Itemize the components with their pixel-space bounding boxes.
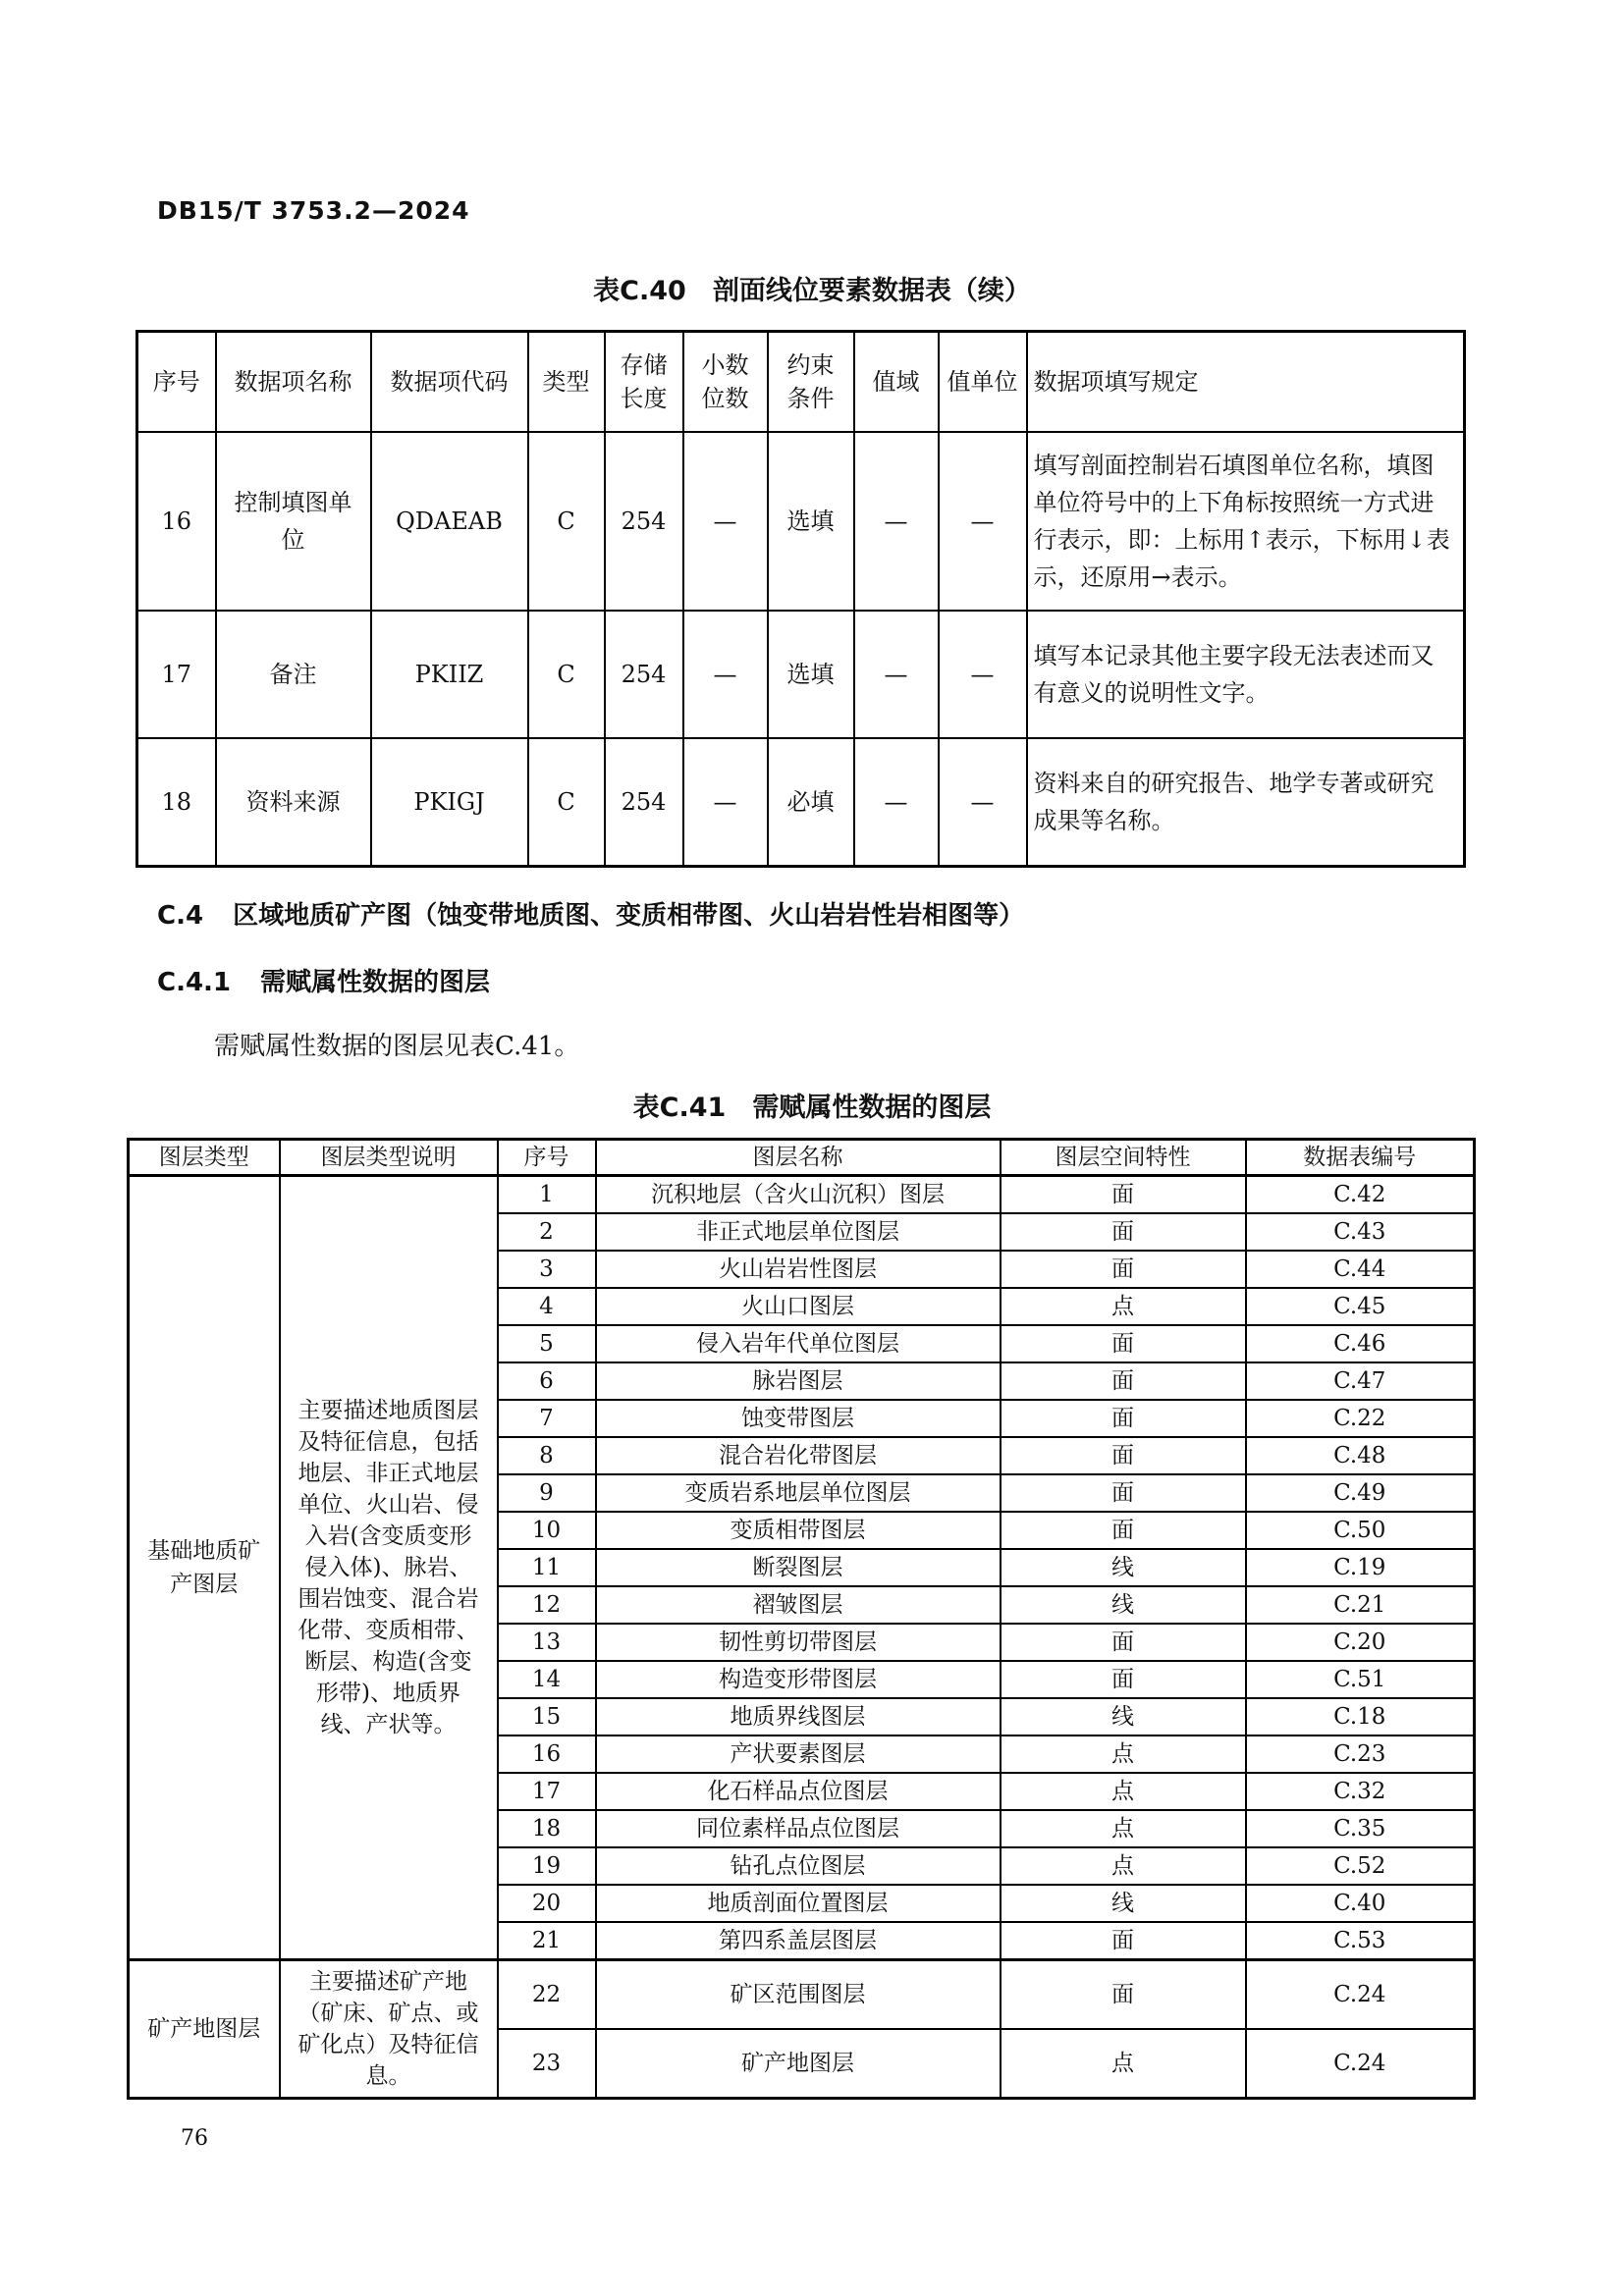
cell-seq: 4 [498, 1288, 596, 1325]
cell-table-no: C.20 [1246, 1624, 1475, 1661]
cell-spatial: 面 [1001, 1474, 1246, 1512]
cell-table-no: C.53 [1246, 1922, 1475, 1960]
cell-spatial: 线 [1001, 1549, 1246, 1586]
cell-spatial: 线 [1001, 1698, 1246, 1735]
layer-type-cell: 矿产地图层 [129, 1960, 280, 2099]
cell-table-no: C.49 [1246, 1474, 1475, 1512]
cell-spatial: 面 [1001, 1624, 1246, 1661]
cell-constraint: 必填 [768, 738, 854, 866]
col-header: 序号 [498, 1140, 596, 1176]
cell-spatial: 点 [1001, 2029, 1246, 2099]
cell-decimals: — [683, 738, 768, 866]
cell-table-no: C.45 [1246, 1288, 1475, 1325]
cell-seq: 16 [137, 432, 216, 611]
cell-seq: 21 [498, 1922, 596, 1960]
cell-seq: 3 [498, 1251, 596, 1288]
cell-table-no: C.24 [1246, 2029, 1475, 2099]
cell-seq: 18 [137, 738, 216, 866]
cell-name: 备注 [216, 611, 371, 738]
cell-seq: 8 [498, 1437, 596, 1474]
cell-seq: 22 [498, 1960, 596, 2030]
section-title: 区域地质矿产图（蚀变带地质图、变质相带图、火山岩岩性岩相图等） [233, 901, 1025, 931]
cell-spatial: 面 [1001, 1661, 1246, 1698]
cell-spatial: 面 [1001, 1213, 1246, 1251]
cell-table-no: C.50 [1246, 1512, 1475, 1549]
cell-table-no: C.47 [1246, 1362, 1475, 1400]
cell-constraint: 选填 [768, 432, 854, 611]
table-c40-header-row [137, 332, 1465, 433]
cell-layer-name: 第四系盖层图层 [596, 1922, 1001, 1960]
cell-seq: 2 [498, 1213, 596, 1251]
section-title: 需赋属性数据的图层 [260, 968, 491, 997]
cell-spatial: 点 [1001, 1810, 1246, 1847]
cell-seq: 13 [498, 1624, 596, 1661]
cell-rule: 填写剖面控制岩石填图单位名称，填图单位符号中的上下角标按照统一方式进行表示，即：上标用↑表示，下标用↓表示，还原用→表示。 [1027, 432, 1465, 611]
cell-layer-name: 韧性剪切带图层 [596, 1624, 1001, 1661]
col-header: 值域 [854, 332, 939, 433]
cell-layer-name: 地质界线图层 [596, 1698, 1001, 1735]
col-header: 数据项填写规定 [1027, 332, 1465, 433]
table-c40-caption: 表C.40 剖面线位要素数据表（续） [593, 276, 1031, 306]
table-row [129, 1176, 1475, 1214]
table-row [137, 611, 1465, 738]
col-header: 数据项名称 [216, 332, 371, 433]
cell-length: 254 [605, 738, 683, 866]
cell-layer-name: 非正式地层单位图层 [596, 1213, 1001, 1251]
cell-seq: 10 [498, 1512, 596, 1549]
cell-decimals: — [683, 611, 768, 738]
body-paragraph: 需赋属性数据的图层见表C.41。 [214, 1032, 580, 1061]
cell-name: 资料来源 [216, 738, 371, 866]
cell-seq: 15 [498, 1698, 596, 1735]
table-c40 [135, 330, 1466, 868]
cell-spatial: 面 [1001, 1251, 1246, 1288]
cell-seq: 9 [498, 1474, 596, 1512]
col-header: 数据项代码 [371, 332, 528, 433]
cell-seq: 7 [498, 1400, 596, 1437]
cell-table-no: C.42 [1246, 1176, 1475, 1214]
cell-seq: 1 [498, 1176, 596, 1214]
col-header: 数据表编号 [1246, 1140, 1475, 1176]
cell-layer-name: 褶皱图层 [596, 1586, 1001, 1624]
cell-table-no: C.19 [1246, 1549, 1475, 1586]
cell-layer-name: 沉积地层（含火山沉积）图层 [596, 1176, 1001, 1214]
section-heading-c4 [157, 895, 1024, 932]
cell-layer-name: 断裂图层 [596, 1549, 1001, 1586]
cell-layer-name: 产状要素图层 [596, 1735, 1001, 1773]
cell-rule: 填写本记录其他主要字段无法表述而又有意义的说明性文字。 [1027, 611, 1465, 738]
document-code: DB15/T 3753.2—2024 [157, 196, 470, 225]
cell-table-no: C.24 [1246, 1960, 1475, 2030]
cell-seq: 12 [498, 1586, 596, 1624]
cell-layer-name: 混合岩化带图层 [596, 1437, 1001, 1474]
cell-layer-name: 构造变形带图层 [596, 1661, 1001, 1698]
cell-layer-name: 同位素样品点位图层 [596, 1810, 1001, 1847]
cell-seq: 16 [498, 1735, 596, 1773]
cell-constraint: 选填 [768, 611, 854, 738]
cell-spatial: 面 [1001, 1362, 1246, 1400]
layer-type-description: 主要描述矿产地（矿床、矿点、或矿化点）及特征信息。 [280, 1960, 498, 2099]
col-header: 存储长度 [605, 332, 683, 433]
cell-spatial: 面 [1001, 1437, 1246, 1474]
cell-layer-name: 侵入岩年代单位图层 [596, 1325, 1001, 1362]
cell-table-no: C.35 [1246, 1810, 1475, 1847]
cell-layer-name: 化石样品点位图层 [596, 1773, 1001, 1810]
cell-unit: — [939, 611, 1027, 738]
cell-table-no: C.52 [1246, 1847, 1475, 1885]
table-c41-caption: 表C.41 需赋属性数据的图层 [632, 1093, 992, 1123]
cell-seq: 11 [498, 1549, 596, 1586]
cell-range: — [854, 611, 939, 738]
table-row [137, 738, 1465, 866]
cell-length: 254 [605, 432, 683, 611]
cell-table-no: C.40 [1246, 1885, 1475, 1922]
cell-seq: 17 [498, 1773, 596, 1810]
cell-spatial: 线 [1001, 1586, 1246, 1624]
col-header: 小数位数 [683, 332, 768, 433]
cell-table-no: C.23 [1246, 1735, 1475, 1773]
cell-table-no: C.32 [1246, 1773, 1475, 1810]
cell-type: C [528, 432, 605, 611]
cell-table-no: C.48 [1246, 1437, 1475, 1474]
cell-spatial: 点 [1001, 1288, 1246, 1325]
cell-table-no: C.51 [1246, 1661, 1475, 1698]
section-number: C.4 [157, 901, 204, 931]
cell-layer-name: 矿区范围图层 [596, 1960, 1001, 2030]
col-header: 类型 [528, 332, 605, 433]
cell-code: PKIGJ [371, 738, 528, 866]
cell-seq: 23 [498, 2029, 596, 2099]
table-c41-header-row [129, 1140, 1475, 1176]
cell-table-no: C.44 [1246, 1251, 1475, 1288]
cell-spatial: 点 [1001, 1735, 1246, 1773]
cell-seq: 6 [498, 1362, 596, 1400]
col-header: 图层类型说明 [280, 1140, 498, 1176]
cell-decimals: — [683, 432, 768, 611]
section-heading-c41 [157, 962, 490, 998]
cell-spatial: 面 [1001, 1176, 1246, 1214]
cell-layer-name: 钻孔点位图层 [596, 1847, 1001, 1885]
cell-layer-name: 矿产地图层 [596, 2029, 1001, 2099]
cell-range: — [854, 738, 939, 866]
cell-seq: 17 [137, 611, 216, 738]
cell-table-no: C.46 [1246, 1325, 1475, 1362]
cell-spatial: 点 [1001, 1773, 1246, 1810]
cell-layer-name: 火山口图层 [596, 1288, 1001, 1325]
table-row [129, 1960, 1475, 2030]
cell-seq: 14 [498, 1661, 596, 1698]
cell-layer-name: 变质岩系地层单位图层 [596, 1474, 1001, 1512]
col-header: 图层空间特性 [1001, 1140, 1246, 1176]
cell-range: — [854, 432, 939, 611]
col-header: 值单位 [939, 332, 1027, 433]
cell-spatial: 面 [1001, 1922, 1246, 1960]
cell-spatial: 点 [1001, 1847, 1246, 1885]
cell-layer-name: 蚀变带图层 [596, 1400, 1001, 1437]
cell-seq: 18 [498, 1810, 596, 1847]
cell-table-no: C.43 [1246, 1213, 1475, 1251]
cell-spatial: 线 [1001, 1885, 1246, 1922]
cell-spatial: 面 [1001, 1512, 1246, 1549]
cell-name: 控制填图单位 [216, 432, 371, 611]
col-header: 图层名称 [596, 1140, 1001, 1176]
cell-layer-name: 变质相带图层 [596, 1512, 1001, 1549]
cell-spatial: 面 [1001, 1400, 1246, 1437]
cell-type: C [528, 611, 605, 738]
cell-layer-name: 火山岩岩性图层 [596, 1251, 1001, 1288]
cell-seq: 19 [498, 1847, 596, 1885]
col-header: 图层类型 [129, 1140, 280, 1176]
cell-layer-name: 脉岩图层 [596, 1362, 1001, 1400]
cell-length: 254 [605, 611, 683, 738]
table-row [137, 432, 1465, 611]
page-number: 76 [181, 2126, 208, 2151]
col-header: 约束条件 [768, 332, 854, 433]
cell-unit: — [939, 738, 1027, 866]
cell-seq: 20 [498, 1885, 596, 1922]
cell-table-no: C.22 [1246, 1400, 1475, 1437]
cell-type: C [528, 738, 605, 866]
cell-unit: — [939, 432, 1027, 611]
section-number: C.4.1 [157, 968, 232, 997]
cell-rule: 资料来自的研究报告、地学专著或研究成果等名称。 [1027, 738, 1465, 866]
cell-code: PKIIZ [371, 611, 528, 738]
cell-spatial: 面 [1001, 1325, 1246, 1362]
layer-type-description: 主要描述地质图层及特征信息，包括地层、非正式地层单位、火山岩、侵入岩(含变质变形侵入体)、脉岩、围岩蚀变、混合岩化带、变质相带、断层、构造(含变形带)、地质界线、产状等。 [280, 1176, 498, 1960]
cell-spatial: 面 [1001, 1960, 1246, 2030]
layer-type-cell: 基础地质矿产图层 [129, 1176, 280, 1960]
cell-layer-name: 地质剖面位置图层 [596, 1885, 1001, 1922]
cell-table-no: C.18 [1246, 1698, 1475, 1735]
cell-table-no: C.21 [1246, 1586, 1475, 1624]
cell-code: QDAEAB [371, 432, 528, 611]
col-header: 序号 [137, 332, 216, 433]
cell-seq: 5 [498, 1325, 596, 1362]
table-c41 [127, 1138, 1476, 2100]
